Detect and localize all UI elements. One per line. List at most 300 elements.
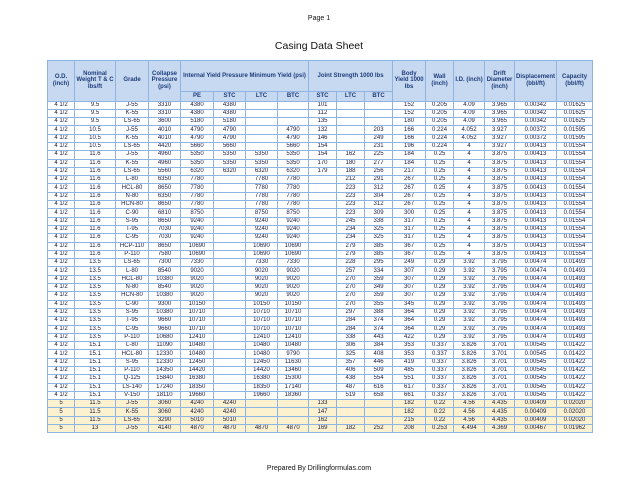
cell-js-ltc: 270 [337,284,365,292]
col-header-js-stc: STC [309,92,337,102]
cell-js-stc [309,250,337,258]
cell-js-ltc: 234 [337,234,365,242]
cell-wall: 0.205 [426,101,454,109]
cell-js-btc [365,109,393,117]
cell-nominal-weight: 13.5 [75,267,116,275]
cell-drift: 4.435 [485,400,515,408]
cell-drift: 3.795 [485,292,515,300]
cell-id: 3.826 [454,342,485,350]
cell-drift: 3.927 [485,134,515,142]
cell-iy-stc [214,342,246,350]
cell-od: 4 1/2 [48,275,75,283]
table-row [48,176,593,184]
table-row [48,358,593,366]
cell-js-ltc: 487 [337,383,365,391]
cell-wall: 0.29 [426,275,454,283]
cell-wall: 0.25 [426,192,454,200]
cell-js-ltc: 519 [337,391,365,399]
cell-collapse: 14350 [149,367,181,375]
cell-iy-stc [214,201,246,209]
cell-drift: 3.965 [485,109,515,117]
cell-capacity: 0.01595 [557,134,593,142]
cell-collapse: 5560 [149,167,181,175]
cell-id: 4 [454,159,485,167]
cell-iy-btc: 4870 [278,425,309,433]
cell-displacement: 0.00545 [515,358,557,366]
cell-id: 3.92 [454,317,485,325]
cell-grade: C-95 [116,234,149,242]
cell-iy-pe: 10480 [181,342,214,350]
cell-iy-stc [214,259,246,267]
cell-iy-btc: 5660 [278,142,309,150]
cell-capacity: 0.01625 [557,101,593,109]
cell-js-btc: 325 [365,225,393,233]
cell-iy-btc: 9240 [278,225,309,233]
cell-drift: 3.701 [485,342,515,350]
cell-iy-ltc: 12410 [246,333,278,341]
cell-nominal-weight: 11.6 [75,242,116,250]
cell-iy-pe: 7780 [181,201,214,209]
cell-grade: LS-65 [116,142,149,150]
cell-grade: HCL-80 [116,275,149,283]
cell-capacity: 0.01554 [557,225,593,233]
cell-id: 4.09 [454,101,485,109]
cell-js-ltc: 306 [337,342,365,350]
cell-body-yield: 317 [393,234,426,242]
cell-id: 4.56 [454,416,485,424]
cell-js-btc: 658 [365,391,393,399]
cell-js-stc [309,192,337,200]
cell-displacement: 0.00474 [515,317,557,325]
cell-nominal-weight: 10.5 [75,142,116,150]
cell-js-stc: 132 [309,126,337,134]
casing-data-table [47,60,593,433]
cell-grade: HCP-110 [116,242,149,250]
cell-js-btc: 359 [365,292,393,300]
table-row [48,259,593,267]
cell-iy-pe: 5180 [181,118,214,126]
cell-wall: 0.25 [426,201,454,209]
cell-js-stc [309,267,337,275]
cell-wall: 0.25 [426,159,454,167]
cell-iy-stc [214,267,246,275]
cell-displacement: 0.00342 [515,118,557,126]
cell-iy-btc: 18360 [278,391,309,399]
cell-iy-pe: 7330 [181,259,214,267]
cell-wall: 0.29 [426,308,454,316]
cell-body-yield: 661 [393,391,426,399]
cell-capacity: 0.01422 [557,375,593,383]
cell-nominal-weight: 13.5 [75,325,116,333]
cell-capacity: 0.01625 [557,118,593,126]
cell-id: 4 [454,142,485,150]
cell-id: 3.92 [454,284,485,292]
cell-js-btc: 256 [365,167,393,175]
cell-grade: HCN-80 [116,292,149,300]
page-footer: Prepared By Drillingformulas.com [266,465,372,472]
cell-iy-ltc: 10690 [246,250,278,258]
cell-drift: 3.875 [485,167,515,175]
cell-iy-ltc: 10480 [246,350,278,358]
cell-body-yield: 367 [393,250,426,258]
cell-id: 3.92 [454,325,485,333]
cell-iy-stc [214,225,246,233]
cell-collapse: 12330 [149,358,181,366]
cell-wall: 0.337 [426,391,454,399]
cell-displacement: 0.00413 [515,201,557,209]
cell-js-ltc: 338 [337,333,365,341]
cell-iy-btc: 9020 [278,292,309,300]
cell-id: 3.826 [454,350,485,358]
cell-js-stc [309,308,337,316]
cell-body-yield: 353 [393,342,426,350]
cell-iy-stc [214,217,246,225]
cell-body-yield: 345 [393,300,426,308]
cell-nominal-weight: 13.5 [75,333,116,341]
cell-js-btc: 312 [365,184,393,192]
cell-collapse: 3060 [149,408,181,416]
cell-iy-btc: 7780 [278,201,309,209]
cell-iy-btc [278,416,309,424]
cell-id: 4 [454,234,485,242]
cell-js-btc: 374 [365,317,393,325]
cell-id: 3.826 [454,383,485,391]
cell-nominal-weight: 11.6 [75,151,116,159]
cell-body-yield: 367 [393,242,426,250]
cell-nominal-weight: 15.1 [75,342,116,350]
cell-js-ltc: 228 [337,259,365,267]
cell-od: 4 1/2 [48,284,75,292]
cell-wall: 0.29 [426,259,454,267]
cell-iy-btc: 10150 [278,300,309,308]
cell-iy-stc: 4380 [214,101,246,109]
cell-capacity: 0.01493 [557,325,593,333]
cell-js-stc: 101 [309,101,337,109]
cell-capacity: 0.01422 [557,358,593,366]
cell-capacity: 0.01554 [557,192,593,200]
cell-iy-btc: 11630 [278,358,309,366]
cell-od: 4 1/2 [48,259,75,267]
cell-capacity: 0.01554 [557,217,593,225]
cell-body-yield: 364 [393,308,426,316]
cell-collapse: 3060 [149,400,181,408]
cell-js-btc [365,408,393,416]
cell-collapse: 6810 [149,209,181,217]
cell-nominal-weight: 10.5 [75,134,116,142]
cell-drift: 3.795 [485,300,515,308]
cell-wall: 0.253 [426,425,454,433]
cell-js-ltc: 223 [337,209,365,217]
cell-js-btc: 554 [365,375,393,383]
cell-wall: 0.25 [426,176,454,184]
cell-iy-pe: 4790 [181,126,214,134]
table-row [48,333,593,341]
cell-js-ltc: 406 [337,367,365,375]
cell-od: 4 1/2 [48,250,75,258]
cell-od: 4 1/2 [48,184,75,192]
cell-js-stc: 154 [309,142,337,150]
cell-wall: 0.22 [426,400,454,408]
cell-collapse: 10380 [149,308,181,316]
cell-od: 4 1/2 [48,383,75,391]
cell-iy-stc [214,358,246,366]
cell-wall: 0.25 [426,225,454,233]
cell-iy-stc [214,383,246,391]
cell-iy-ltc: 8750 [246,209,278,217]
cell-iy-btc [278,408,309,416]
cell-wall: 0.25 [426,217,454,225]
cell-js-btc: 509 [365,367,393,375]
cell-iy-stc: 5350 [214,159,246,167]
cell-js-btc: 252 [365,425,393,433]
cell-displacement: 0.00409 [515,400,557,408]
cell-body-yield: 364 [393,325,426,333]
cell-iy-pe: 19660 [181,391,214,399]
cell-iy-btc: 10690 [278,250,309,258]
cell-od: 4 1/2 [48,342,75,350]
cell-drift: 3.701 [485,375,515,383]
cell-grade: K-55 [116,159,149,167]
cell-js-btc: 309 [365,209,393,217]
cell-iy-btc: 7330 [278,259,309,267]
cell-displacement: 0.00413 [515,142,557,150]
cell-body-yield: 184 [393,159,426,167]
cell-grade: L-80 [116,342,149,350]
cell-grade: S-95 [116,358,149,366]
cell-js-ltc [337,408,365,416]
cell-iy-pe: 12410 [181,333,214,341]
cell-iy-pe: 16380 [181,375,214,383]
cell-displacement: 0.00372 [515,126,557,134]
cell-capacity: 0.01554 [557,142,593,150]
cell-id: 4 [454,184,485,192]
cell-js-stc [309,333,337,341]
cell-capacity: 0.01554 [557,151,593,159]
cell-grade: T-95 [116,317,149,325]
cell-js-ltc: 357 [337,358,365,366]
cell-wall: 0.205 [426,109,454,117]
cell-iy-ltc [246,400,278,408]
cell-nominal-weight: 11.6 [75,209,116,217]
cell-iy-stc [214,317,246,325]
cell-js-stc: 133 [309,400,337,408]
table-row [48,109,593,117]
table-row [48,400,593,408]
cell-iy-ltc: 10480 [246,342,278,350]
cell-iy-pe: 10710 [181,325,214,333]
cell-js-ltc: 257 [337,267,365,275]
cell-displacement: 0.00413 [515,217,557,225]
cell-iy-ltc: 9020 [246,275,278,283]
col-header-nominal-weight: Nominal Weight T & C lbs/ft [75,61,116,102]
cell-iy-stc: 4790 [214,134,246,142]
cell-iy-pe: 10710 [181,308,214,316]
cell-od: 4 1/2 [48,118,75,126]
cell-iy-btc: 9020 [278,275,309,283]
cell-iy-stc [214,284,246,292]
cell-iy-ltc: 10710 [246,308,278,316]
cell-od: 4 1/2 [48,176,75,184]
cell-id: 4.052 [454,126,485,134]
cell-drift: 3.875 [485,225,515,233]
cell-js-stc [309,342,337,350]
cell-body-yield: 307 [393,292,426,300]
cell-wall: 0.29 [426,267,454,275]
cell-grade: LS-140 [116,383,149,391]
cell-iy-pe: 5350 [181,151,214,159]
cell-displacement: 0.00474 [515,333,557,341]
cell-iy-stc: 4870 [214,425,246,433]
cell-wall: 0.337 [426,350,454,358]
cell-id: 4 [454,151,485,159]
cell-body-yield: 152 [393,109,426,117]
cell-iy-pe: 9020 [181,284,214,292]
table-row [48,342,593,350]
cell-iy-ltc [246,101,278,109]
cell-capacity: 0.01554 [557,184,593,192]
cell-iy-pe: 4380 [181,109,214,117]
cell-od: 4 1/2 [48,225,75,233]
cell-drift: 4.435 [485,416,515,424]
cell-js-btc: 355 [365,300,393,308]
table-row [48,242,593,250]
cell-capacity: 0.01493 [557,267,593,275]
page-number: Page 1 [307,15,331,22]
cell-iy-ltc [246,134,278,142]
col-header-iy-btc: BTC [278,92,309,102]
cell-collapse: 4960 [149,151,181,159]
cell-iy-btc: 10710 [278,308,309,316]
cell-id: 4 [454,225,485,233]
cell-js-stc [309,259,337,267]
cell-body-yield: 317 [393,217,426,225]
cell-iy-pe: 7780 [181,184,214,192]
cell-id: 3.92 [454,333,485,341]
cell-drift: 3.875 [485,151,515,159]
cell-wall: 0.29 [426,300,454,308]
cell-nominal-weight: 11.6 [75,234,116,242]
cell-od: 4 1/2 [48,217,75,225]
cell-iy-pe: 4240 [181,408,214,416]
cell-od: 4 1/2 [48,367,75,375]
cell-js-stc [309,176,337,184]
cell-iy-btc [278,400,309,408]
cell-body-yield: 267 [393,192,426,200]
cell-grade: S-95 [116,217,149,225]
cell-wall: 0.337 [426,383,454,391]
cell-iy-stc: 4790 [214,126,246,134]
cell-js-ltc: 279 [337,250,365,258]
table-row [48,275,593,283]
cell-iy-btc: 10690 [278,242,309,250]
cell-capacity: 0.01422 [557,350,593,358]
cell-iy-btc: 10710 [278,325,309,333]
cell-drift: 3.701 [485,358,515,366]
cell-grade: P-110 [116,250,149,258]
cell-wall: 0.337 [426,358,454,366]
table-row [48,350,593,358]
cell-iy-pe: 14420 [181,367,214,375]
cell-body-yield: 364 [393,317,426,325]
cell-nominal-weight: 11.6 [75,176,116,184]
cell-iy-stc [214,333,246,341]
table-row [48,134,593,142]
cell-js-ltc: 270 [337,275,365,283]
cell-od: 4 1/2 [48,325,75,333]
cell-body-yield: 419 [393,358,426,366]
cell-nominal-weight: 13.5 [75,292,116,300]
cell-displacement: 0.00413 [515,250,557,258]
cell-js-btc [365,118,393,126]
cell-iy-btc: 4790 [278,134,309,142]
cell-collapse: 4420 [149,142,181,150]
cell-collapse: 11090 [149,342,181,350]
cell-body-yield: 267 [393,184,426,192]
cell-iy-ltc: 7780 [246,184,278,192]
cell-collapse: 8650 [149,217,181,225]
cell-displacement: 0.00474 [515,267,557,275]
cell-iy-ltc: 16380 [246,375,278,383]
cell-js-stc: 112 [309,109,337,117]
col-header-od: O.D. (inch) [48,61,75,102]
cell-od: 4 1/2 [48,317,75,325]
cell-capacity: 0.01493 [557,300,593,308]
cell-js-btc: 374 [365,325,393,333]
cell-js-ltc [337,400,365,408]
cell-grade: C-90 [116,300,149,308]
cell-id: 4 [454,250,485,258]
cell-displacement: 0.00413 [515,176,557,184]
cell-body-yield: 249 [393,259,426,267]
cell-body-yield: 196 [393,142,426,150]
table-row [48,367,593,375]
cell-id: 3.826 [454,391,485,399]
cell-body-yield: 180 [393,118,426,126]
cell-od: 4 1/2 [48,391,75,399]
cell-drift: 3.875 [485,201,515,209]
table-row [48,391,593,399]
cell-iy-pe: 10690 [181,250,214,258]
cell-drift: 3.875 [485,192,515,200]
cell-grade: C-95 [116,325,149,333]
cell-iy-stc [214,184,246,192]
cell-capacity: 0.02020 [557,408,593,416]
cell-drift: 3.701 [485,367,515,375]
cell-js-stc: 179 [309,167,337,175]
cell-id: 3.92 [454,259,485,267]
table-row [48,192,593,200]
cell-iy-btc [278,101,309,109]
cell-displacement: 0.00474 [515,308,557,316]
cell-js-ltc: 180 [337,159,365,167]
cell-iy-btc: 12410 [278,333,309,341]
cell-wall: 0.29 [426,317,454,325]
cell-id: 4 [454,192,485,200]
cell-js-btc: 616 [365,383,393,391]
cell-grade: P-110 [116,333,149,341]
cell-capacity: 0.01554 [557,250,593,258]
cell-drift: 3.701 [485,350,515,358]
cell-iy-stc [214,250,246,258]
cell-drift: 3.795 [485,284,515,292]
cell-displacement: 0.00413 [515,167,557,175]
cell-wall: 0.25 [426,234,454,242]
cell-js-ltc: 284 [337,325,365,333]
cell-js-stc [309,201,337,209]
cell-iy-pe: 8750 [181,209,214,217]
cell-iy-ltc: 10150 [246,300,278,308]
cell-id: 3.92 [454,292,485,300]
